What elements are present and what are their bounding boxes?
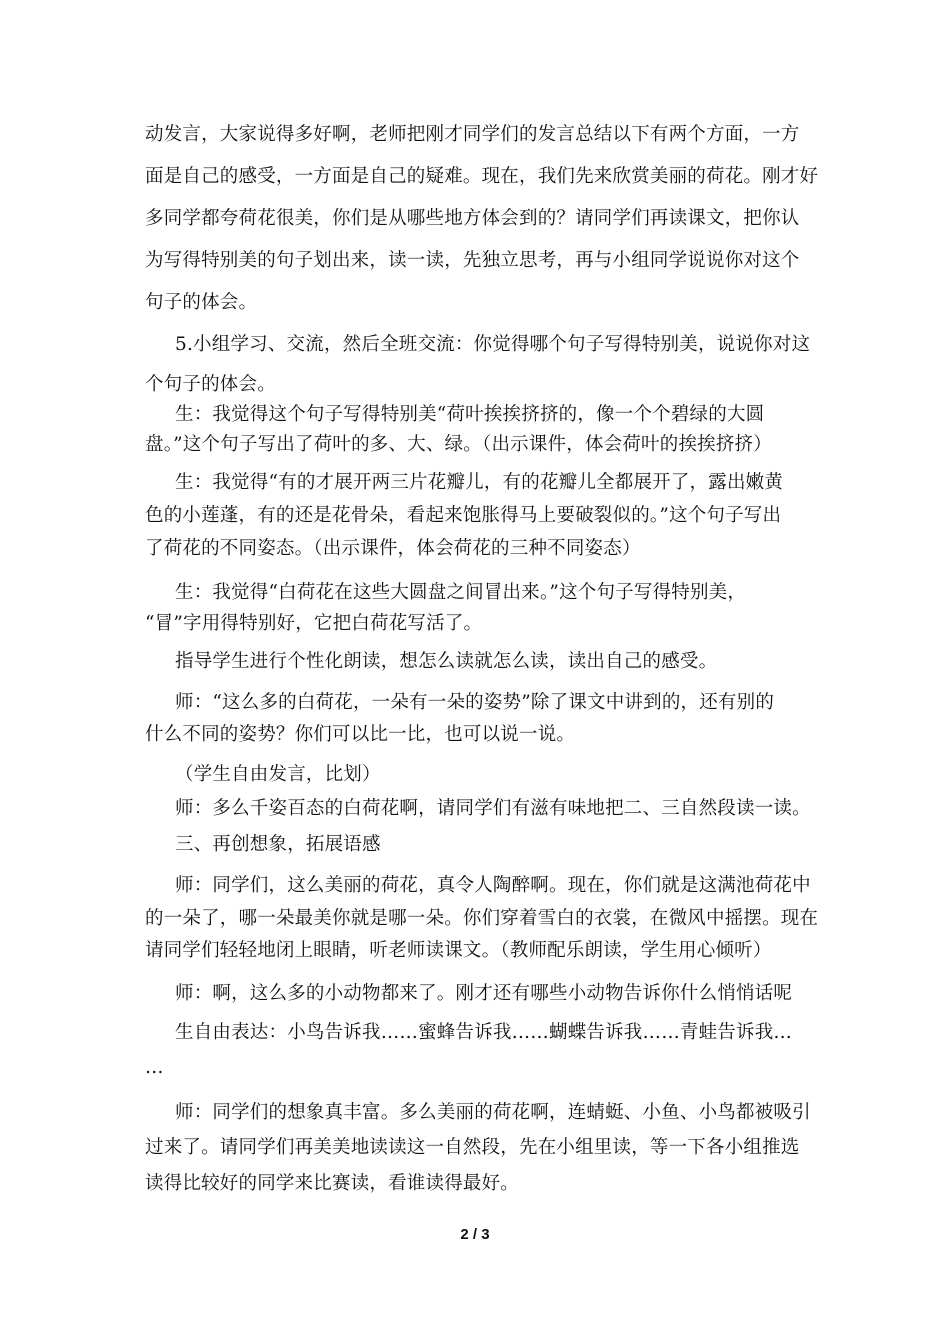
paragraph-line: 句子的体会。 bbox=[145, 292, 258, 313]
paragraph-line: 了荷花的不同姿态。（出示课件，体会荷花的三种不同姿态） bbox=[145, 538, 641, 559]
paragraph-line: 师：多么千姿百态的白荷花啊，请同学们有滋有味地把二、三自然段读一读。 bbox=[175, 798, 811, 819]
paragraph-line: 生：我觉得“白荷花在这些大圆盘之间冒出来。”这个句子写得特别美， bbox=[175, 582, 747, 603]
paragraph-line: 过来了。请同学们再美美地读读这一自然段，先在小组里读，等一下各小组推选 bbox=[145, 1137, 800, 1158]
paragraph-line: 生自由表达：小鸟告诉我……蜜蜂告诉我……蝴蝶告诉我……青蛙告诉我… bbox=[175, 1022, 793, 1043]
paragraph-line: “冒”字用得特别好，它把白荷花写活了。 bbox=[145, 613, 483, 634]
paragraph-line: 的一朵了，哪一朵最美你就是哪一朵。你们穿着雪白的衣裳，在微风中摇摆。现在 bbox=[145, 908, 819, 929]
paragraph-line: 师：“这么多的白荷花，一朵有一朵的姿势”除了课文中讲到的，还有别的 bbox=[175, 692, 775, 713]
paragraph-line: 生：我觉得“有的才展开两三片花瓣儿，有的花瓣儿全都展开了，露出嫩黄 bbox=[175, 472, 784, 493]
paragraph-line: 三、再创想象，拓展语感 bbox=[175, 834, 381, 855]
paragraph-line: 读得比较好的同学来比赛读，看谁读得最好。 bbox=[145, 1173, 520, 1194]
paragraph-line: 盘。”这个句子写出了荷叶的多、大、绿。（出示课件，体会荷叶的挨挨挤挤） bbox=[145, 434, 772, 455]
paragraph-line: 什么不同的姿势？你们可以比一比，也可以说一说。 bbox=[145, 724, 576, 745]
paragraph-line: 师：同学们，这么美丽的荷花，真令人陶醉啊。现在，你们就是这满池荷花中 bbox=[175, 875, 811, 896]
paragraph-line: （学生自由发言，比划） bbox=[175, 764, 381, 785]
paragraph-line: … bbox=[145, 1057, 164, 1078]
paragraph-line: 指导学生进行个性化朗读，想怎么读就怎么读，读出自己的感受。 bbox=[175, 651, 718, 672]
paragraph-line: 师：同学们的想象真丰富。多么美丽的荷花啊，连蜻蜓、小鱼、小鸟都被吸引 bbox=[175, 1102, 811, 1123]
page-number: 2 / 3 bbox=[460, 1226, 490, 1243]
paragraph-line: 面是自己的感受，一方面是自己的疑难。现在，我们先来欣赏美丽的荷花。刚才好 bbox=[145, 166, 819, 187]
paragraph-line: 个句子的体会。 bbox=[145, 374, 276, 395]
paragraph-line: 为写得特别美的句子划出来，读一读，先独立思考，再与小组同学说说你对这个 bbox=[145, 250, 800, 271]
paragraph-line: 动发言，大家说得多好啊，老师把刚才同学们的发言总结以下有两个方面，一方 bbox=[145, 124, 800, 145]
paragraph-line: 生：我觉得这个句子写得特别美“荷叶挨挨挤挤的，像一个个碧绿的大圆 bbox=[175, 404, 765, 425]
paragraph-line: 色的小莲蓬，有的还是花骨朵，看起来饱胀得马上要破裂似的。”这个句子写出 bbox=[145, 505, 782, 526]
paragraph-line: 请同学们轻轻地闭上眼睛，听老师读课文。（教师配乐朗读，学生用心倾听） bbox=[145, 940, 772, 961]
paragraph-line: 多同学都夸荷花很美，你们是从哪些地方体会到的？请同学们再读课文，把你认 bbox=[145, 208, 800, 229]
paragraph-line: 师：啊，这么多的小动物都来了。刚才还有哪些小动物告诉你什么悄悄话呢 bbox=[175, 983, 793, 1004]
paragraph-line: 5.小组学习、交流，然后全班交流：你觉得哪个句子写得特别美，说说你对这 bbox=[175, 334, 811, 355]
